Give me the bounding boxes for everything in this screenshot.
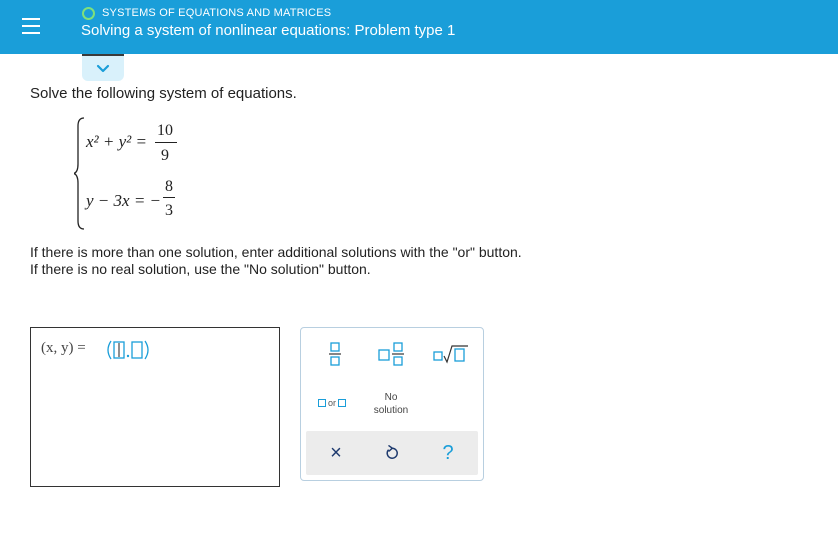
menu-icon-line	[22, 18, 40, 20]
instruction-multiple-solutions: If there is more than one solution, enter additional solutions with the "or" button.	[30, 244, 522, 260]
help-icon: ?	[442, 441, 454, 464]
equation-1-lhs: x² + y² =	[86, 132, 147, 151]
chevron-down-icon	[96, 64, 110, 74]
problem-prompt: Solve the following system of equations.	[30, 85, 297, 102]
header-bar	[0, 0, 838, 54]
or-box-right-icon	[338, 399, 346, 407]
or-box-left-icon	[318, 399, 326, 407]
ordered-pair-input[interactable]	[102, 339, 182, 361]
answer-box	[30, 327, 280, 487]
undo-button[interactable]	[376, 437, 408, 469]
fraction-icon	[328, 342, 342, 366]
equation-1-numerator: 10	[157, 122, 173, 139]
topic-label: SYSTEMS OF EQUATIONS AND MATRICES	[102, 7, 332, 19]
equation-2-denominator: 3	[165, 202, 173, 219]
collapse-header-button[interactable]	[82, 54, 124, 81]
menu-icon-line	[22, 25, 40, 27]
equation-2-numerator: 8	[165, 178, 173, 195]
or-key[interactable]	[311, 390, 353, 416]
help-button[interactable]	[432, 437, 464, 469]
topic-row	[82, 5, 331, 21]
left-brace-icon	[74, 116, 86, 231]
equation-2-fraction-bar	[163, 197, 175, 198]
equation-1-fraction-bar	[155, 142, 177, 143]
topic-status-icon	[82, 7, 95, 20]
no-solution-key[interactable]	[363, 388, 419, 420]
keypad-action-bar	[306, 431, 478, 475]
menu-icon-line	[22, 32, 40, 34]
clear-button[interactable]	[320, 437, 352, 469]
undo-icon	[384, 445, 400, 461]
equation-2-lhs: y − 3x = −	[86, 191, 162, 210]
nth-root-icon	[433, 343, 469, 365]
mixed-number-key[interactable]	[375, 340, 409, 368]
answer-label: (x, y) =	[41, 340, 86, 356]
mixed-number-icon	[378, 342, 406, 366]
nth-root-key[interactable]	[431, 340, 471, 368]
or-label: or	[327, 398, 336, 408]
fraction-key[interactable]	[321, 340, 349, 368]
page-title: Solving a system of nonlinear equations: Problem type 1	[81, 22, 456, 39]
equation-1-denominator: 9	[161, 147, 169, 164]
close-icon: ×	[330, 441, 342, 464]
no-solution-label-1: No	[384, 392, 398, 403]
equation-system	[74, 116, 194, 231]
ordered-pair-template-icon	[102, 339, 182, 361]
math-keypad	[300, 327, 484, 481]
instruction-no-solution: If there is no real solution, use the "No solution" button.	[30, 261, 371, 277]
menu-button[interactable]	[0, 0, 62, 54]
no-solution-label-2: solution	[373, 405, 409, 416]
